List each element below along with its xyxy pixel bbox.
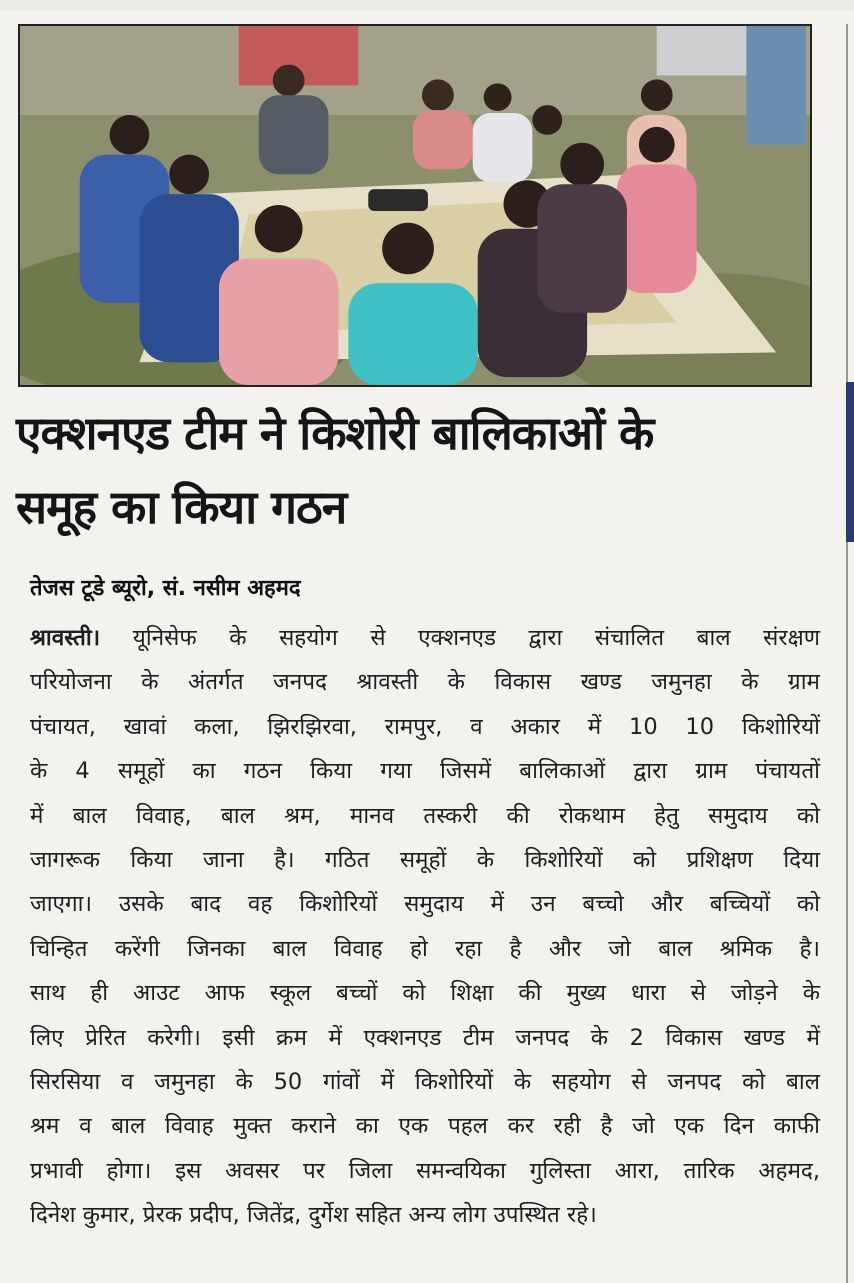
headline-line-2: समूह का किया गठन (16, 480, 347, 534)
body-line: चिन्हित करेंगी जिनका बाल विवाह हो रहा है और जो बाल श्रमिक है। (30, 935, 820, 962)
headline-line-1: एक्शनएड टीम ने किशोरी बालिकाओं के (16, 406, 654, 460)
byline: तेजस टूडे ब्यूरो, सं. नसीम अहमद (30, 576, 301, 601)
dateline-place: श्रावस्ती। (30, 625, 101, 651)
body-line: श्रम व बाल विवाह मुक्त कराने का एक पहल कर रही है जो एक दिन काफी (30, 1113, 820, 1140)
body-line: में बाल विवाह, बाल श्रम, मानव तस्करी की रोकथाम हेतु समुदाय को (30, 802, 820, 829)
body-line: पंचायत, खावां कला, झिरझिरवा, रामपुर, व अकार में 10 10 किशोरियों (30, 713, 820, 740)
body-line (30, 616, 820, 660)
news-photo (18, 24, 812, 387)
body-line: प्रभावी होगा। इस अवसर पर जिला समन्वयिका गुलिस्ता आरा, तारिक अहमद, (30, 1157, 820, 1184)
body-line: के 4 समूहों का गठन किया गया जिसमें बालिकाओं द्वारा ग्राम पंचायतों (30, 758, 820, 785)
column-accent-bar (846, 382, 854, 542)
body-line: जाएगा। उसके बाद वह किशोरियों समुदाय में उन बच्चो और बच्चियों को (30, 891, 820, 918)
headline (16, 396, 836, 544)
body-line: सिरसिया व जमुनहा के 50 गांवों में किशोरियों के सहयोग से जनपद को बाल (30, 1069, 820, 1096)
body-line: लिए प्रेरित करेगी। इसी क्रम में एक्शनएड टीम जनपद के 2 विकास खण्ड में (30, 1024, 820, 1051)
photo-illustration (20, 26, 810, 385)
top-clipped-strip (0, 0, 854, 10)
body-line: दिनेश कुमार, प्रेरक प्रदीप, जितेंद्र, दुर्गेश सहित अन्य लोग उपस्थित रहे। (30, 1202, 597, 1229)
article-body (30, 616, 820, 1238)
body-line: परियोजना के अंतर्गत जनपद श्रावस्ती के विकास खण्ड जमुनहा के ग्राम (30, 669, 820, 696)
body-line: साथ ही आउट आफ स्कूल बच्चों को शिक्षा की मुख्य धारा से जोड़ने के (30, 980, 820, 1007)
body-line: जागरूक किया जाना है। गठित समूहों के किशोरियों को प्रशिक्षण दिया (30, 847, 820, 874)
body-line-text: यूनिसेफ के सहयोग से एक्शनएड द्वारा संचालित बाल संरक्षण (100, 625, 820, 651)
column-divider (846, 24, 848, 1283)
